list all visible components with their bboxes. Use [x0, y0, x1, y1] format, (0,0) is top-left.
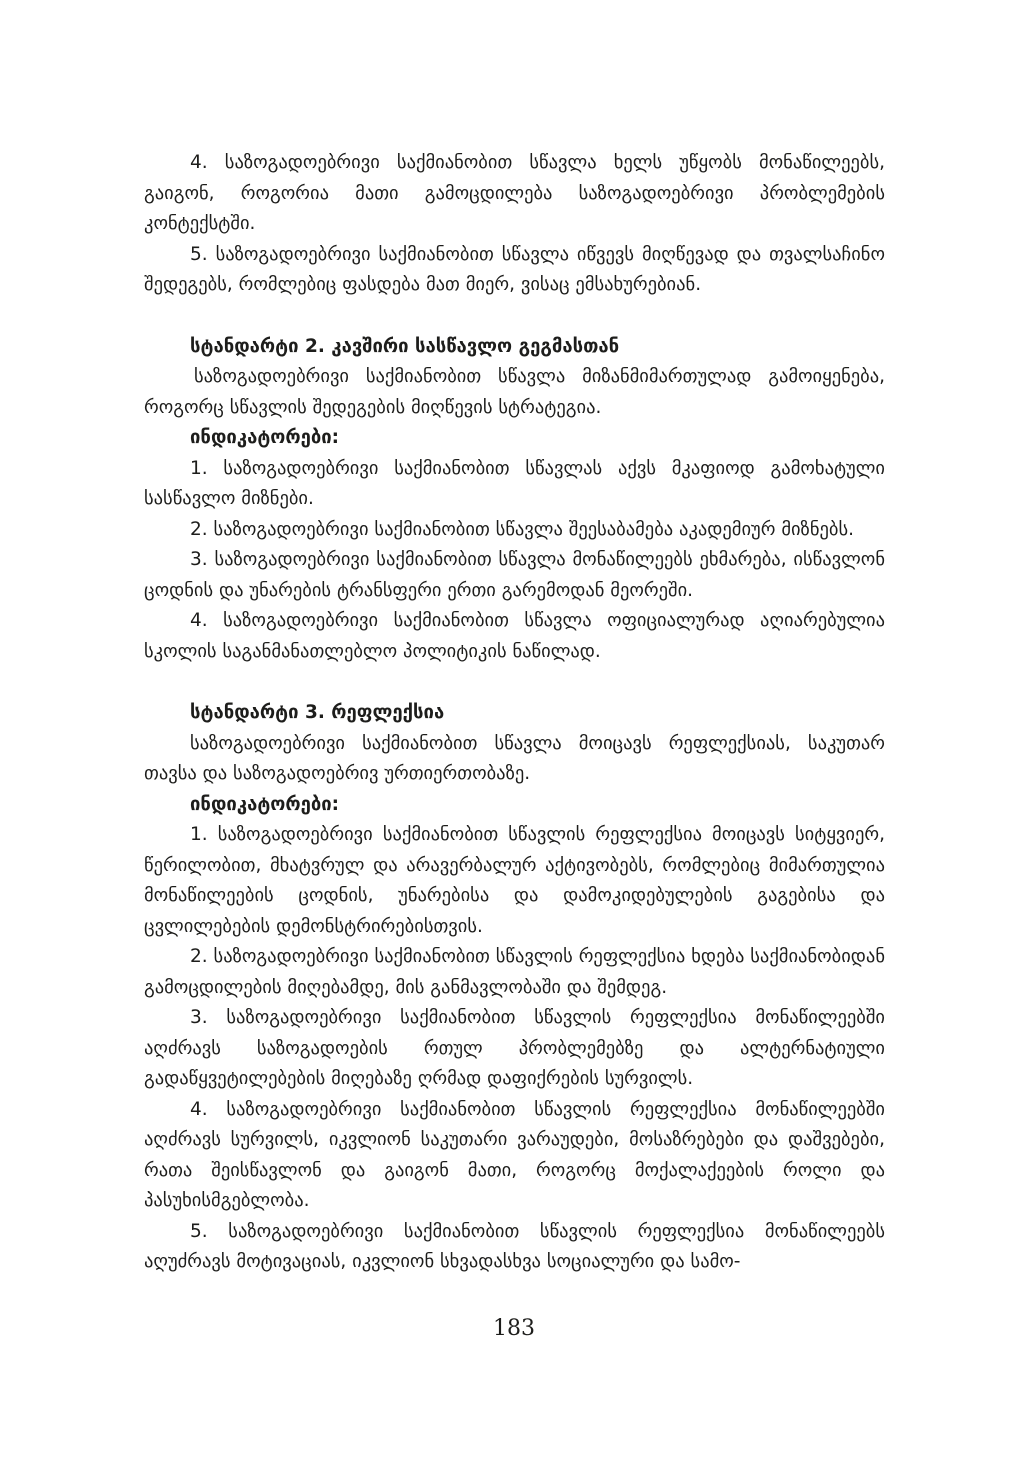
indicators-heading: ინდიკატორები:	[190, 793, 340, 815]
indicators-heading: ინდიკატორები:	[190, 427, 340, 448]
section-intro: საზოგადოებრივი საქმიანობით სწავლა მოიცავს რეფლექსიას, საკუთარ თავსა და საზოგადოებრივ ურთიერთობაზე.	[144, 732, 885, 784]
list-item: 2. საზოგადოებრივი საქმიანობით სწავლა შეესაბამება აკადემიურ მიზნებს.	[190, 518, 854, 540]
page-number: 183	[493, 1316, 535, 1341]
list-item: 1. საზოგადოებრივი საქმიანობით სწავლას აქვს მკაფიოდ გამოხატული სასწავლო მიზნები.	[144, 457, 885, 509]
list-item: 4. საზოგადოებრივი საქმიანობით სწავლა ოფიციალურად აღიარებულია სკოლის საგანმანათლებლო პოლიტიკის ნაწილად.	[144, 610, 885, 662]
list-item: 3. საზოგადოებრივი საქმიანობით სწავლის რეფლექსია მონაწილეებში აღძრავს საზოგადოების რთულ პრობლემებზე და ალტერნატიული გადაწყვეტილებების მიღებაზე ღრმად დაფიქრების სურვილს.	[144, 1007, 885, 1089]
paragraph: 4. საზოგადოებრივი საქმიანობით სწავლა ხელს უწყობს მონაწილეებს, გაიგონ, როგორია მათი გამოცდილება საზოგადოებრივი პრობლემების კონტექსტში.	[144, 152, 885, 234]
list-item: 2. საზოგადოებრივი საქმიანობით სწავლის რეფლექსია ხდება საქმიანობიდან გამოცდილების მიღებამდე, მის განმავლობაში და შემდეგ.	[144, 946, 885, 998]
paragraph: 5. საზოგადოებრივი საქმიანობით სწავლა იწვევს მიღწევად და თვალსაჩინო შედეგებს, რომლებიც ფასდება მათ მიერ, ვისაც ემსახურებიან.	[144, 243, 885, 295]
list-item: 3. საზოგადოებრივი საქმიანობით სწავლა მონაწილეებს ეხმარება, ისწავლონ ცოდნის და უნარების ტრანსფერი ერთი გარემოდან მეორეში.	[144, 549, 885, 601]
list-item: 4. საზოგადოებრივი საქმიანობით სწავლის რეფლექსია მონაწილეებში აღძრავს სურვილს, იკვლიონ საკუთარი ვარაუდები, მოსაზრებები და დაშვებები, რათა შეისწავლონ და გაიგონ მათი, როგორც მოქალაქეების როლი და პასუხისმგებლობა.	[144, 1098, 885, 1211]
section-heading: სტანდარტი 2. კავშირი სასწავლო გეგმასთან	[190, 335, 620, 357]
section-heading: სტანდარტი 3. რეფლექსია	[190, 702, 445, 723]
list-item: 1. საზოგადოებრივი საქმიანობით სწავლის რეფლექსია მოიცავს სიტყვიერ, წერილობით, მხატვრულ და არავერბალურ აქტივობებს, რომლებიც მიმართულია მონაწილეების ცოდნის, უნარებისა და დამოკიდებულების გაგებისა და ცვლილებების დემონსტრირებისთვის.	[144, 824, 885, 937]
list-item: 5. საზოგადოებრივი საქმიანობით სწავლის რეფლექსია მონაწილეებს აღუძრავს მოტივაციას, იკვლიონ სხვადასხვა სოციალური და სამო-	[144, 1220, 885, 1272]
document-page	[144, 148, 885, 1278]
section-intro: საზოგადოებრივი საქმიანობით სწავლა მიზანმიმართულად გამოიყენება, როგორც სწავლის შედეგების მიღწევის სტრატეგია.	[144, 366, 885, 418]
